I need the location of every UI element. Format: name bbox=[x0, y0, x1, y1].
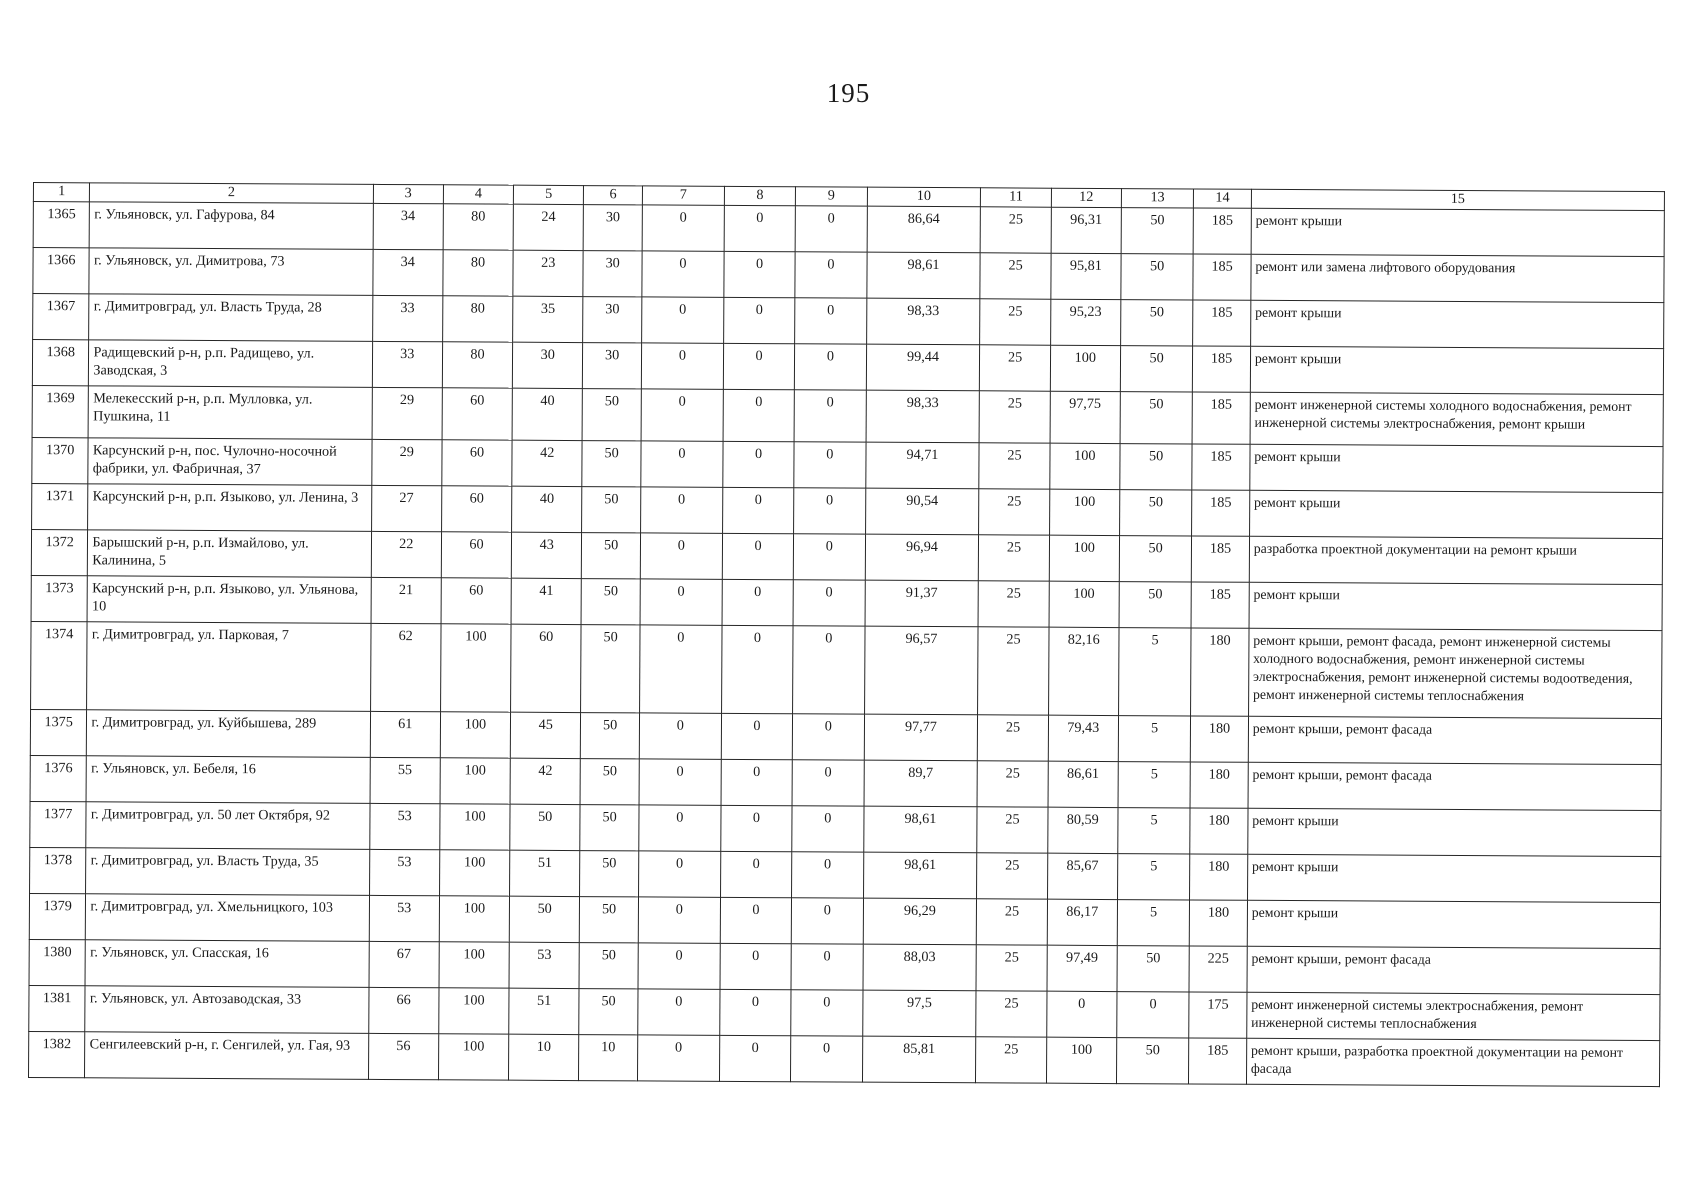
row-number: 1375 bbox=[30, 709, 87, 755]
col14-cell: 185 bbox=[1193, 346, 1251, 392]
col14-cell: 180 bbox=[1191, 628, 1249, 716]
row-number: 1366 bbox=[33, 248, 90, 294]
address-cell: г. Ульяновск, ул. Гафурова, 84 bbox=[90, 202, 373, 250]
col10-cell: 98,33 bbox=[866, 298, 980, 345]
col11-cell: 25 bbox=[978, 627, 1049, 715]
col8-cell: 0 bbox=[723, 297, 795, 343]
col7-cell: 0 bbox=[638, 897, 720, 943]
col4-cell: 100 bbox=[440, 758, 511, 804]
col6-cell: 30 bbox=[583, 297, 642, 343]
col3-cell: 62 bbox=[370, 623, 441, 711]
col7-cell: 0 bbox=[639, 759, 721, 805]
col12-cell: 80,59 bbox=[1047, 807, 1118, 853]
col9-cell: 0 bbox=[795, 344, 867, 390]
row-number: 1378 bbox=[30, 847, 87, 893]
col7-cell: 0 bbox=[640, 533, 722, 579]
col5-cell: 50 bbox=[510, 804, 581, 850]
col6-cell: 30 bbox=[583, 343, 642, 389]
col10-cell: 89,7 bbox=[864, 760, 978, 807]
col4-cell: 100 bbox=[440, 624, 511, 712]
col4-cell: 80 bbox=[443, 204, 514, 250]
address-cell: г. Ульяновск, ул. Автозаводская, 33 bbox=[85, 986, 368, 1034]
col12-cell: 100 bbox=[1049, 581, 1120, 627]
col6-cell: 50 bbox=[582, 487, 641, 533]
col5-cell: 45 bbox=[510, 712, 581, 758]
col4-cell: 100 bbox=[439, 942, 510, 988]
col11-cell: 25 bbox=[978, 581, 1049, 627]
col9-cell: 0 bbox=[791, 1036, 863, 1082]
col12-cell: 97,49 bbox=[1047, 945, 1118, 991]
col12-cell: 96,31 bbox=[1051, 207, 1122, 253]
col14-cell: 180 bbox=[1191, 716, 1249, 762]
col13-cell: 5 bbox=[1118, 716, 1191, 762]
works-cell: ремонт крыши bbox=[1250, 346, 1663, 394]
col12-cell: 82,16 bbox=[1048, 627, 1119, 715]
address-cell: г. Димитровград, ул. Власть Труда, 35 bbox=[86, 848, 369, 896]
col10-cell: 88,03 bbox=[863, 944, 977, 991]
col10-cell: 98,61 bbox=[863, 852, 977, 899]
col5-cell: 40 bbox=[512, 486, 583, 532]
row-number: 1377 bbox=[30, 801, 87, 847]
col4-cell: 60 bbox=[441, 486, 512, 532]
row-number: 1370 bbox=[32, 437, 89, 483]
col11-cell: 25 bbox=[980, 299, 1051, 345]
col3-cell: 55 bbox=[370, 757, 441, 803]
column-header-1: 1 bbox=[33, 183, 90, 202]
col5-cell: 51 bbox=[510, 850, 581, 896]
col10-cell: 99,44 bbox=[866, 344, 980, 391]
col8-cell: 0 bbox=[723, 389, 795, 441]
col6-cell: 50 bbox=[582, 533, 641, 579]
row-number: 1373 bbox=[31, 575, 88, 621]
col8-cell: 0 bbox=[720, 989, 792, 1035]
col8-cell: 0 bbox=[720, 897, 792, 943]
col7-cell: 0 bbox=[640, 487, 722, 533]
col11-cell: 25 bbox=[977, 761, 1048, 807]
col10-cell: 96,94 bbox=[865, 534, 979, 581]
col10-cell: 85,81 bbox=[862, 1036, 976, 1083]
col11-cell: 25 bbox=[980, 345, 1051, 391]
address-cell: Карсунский р-н, пос. Чулочно-носочной фабрики, ул. Фабричная, 37 bbox=[88, 438, 371, 486]
col12-cell: 100 bbox=[1049, 443, 1120, 489]
row-number: 1367 bbox=[33, 294, 90, 340]
col6-cell: 50 bbox=[580, 851, 639, 897]
col13-cell: 50 bbox=[1120, 346, 1193, 392]
works-cell: ремонт инженерной системы электроснабжения, ремонт инженерной системы теплоснабжения bbox=[1247, 992, 1660, 1040]
col14-cell: 180 bbox=[1190, 762, 1248, 808]
col9-cell: 0 bbox=[793, 580, 865, 626]
col3-cell: 61 bbox=[370, 711, 441, 757]
col12-cell: 0 bbox=[1046, 991, 1117, 1037]
col7-cell: 0 bbox=[639, 625, 721, 713]
col13-cell: 50 bbox=[1119, 582, 1192, 628]
col10-cell: 94,71 bbox=[865, 442, 979, 489]
col3-cell: 22 bbox=[371, 531, 442, 577]
table-body bbox=[28, 202, 1664, 1087]
col11-cell: 25 bbox=[979, 535, 1050, 581]
col14-cell: 185 bbox=[1193, 300, 1251, 346]
col6-cell: 50 bbox=[582, 441, 641, 487]
col12-cell: 86,61 bbox=[1048, 761, 1119, 807]
col12-cell: 97,75 bbox=[1050, 391, 1121, 443]
col3-cell: 67 bbox=[369, 941, 440, 987]
row-number: 1374 bbox=[31, 621, 88, 709]
col11-cell: 25 bbox=[977, 899, 1048, 945]
col8-cell: 0 bbox=[721, 805, 793, 851]
row-number: 1376 bbox=[30, 755, 87, 801]
col11-cell: 25 bbox=[978, 715, 1049, 761]
col14-cell: 185 bbox=[1192, 392, 1250, 444]
col3-cell: 53 bbox=[369, 895, 440, 941]
col14-cell: 185 bbox=[1193, 208, 1251, 254]
col5-cell: 23 bbox=[513, 250, 584, 296]
col14-cell: 185 bbox=[1189, 1038, 1247, 1084]
address-cell: г. Ульяновск, ул. Димитрова, 73 bbox=[89, 248, 372, 296]
col8-cell: 0 bbox=[722, 487, 794, 533]
col9-cell: 0 bbox=[794, 442, 866, 488]
column-header-7: 7 bbox=[642, 186, 724, 205]
column-header-12: 12 bbox=[1051, 188, 1121, 207]
col6-cell: 50 bbox=[582, 389, 641, 441]
col14-cell: 185 bbox=[1192, 536, 1250, 582]
col14-cell: 180 bbox=[1190, 854, 1248, 900]
col8-cell: 0 bbox=[721, 625, 793, 713]
col6-cell: 50 bbox=[581, 579, 640, 625]
col3-cell: 33 bbox=[372, 341, 443, 387]
col4-cell: 100 bbox=[440, 804, 511, 850]
address-cell: Сенгилеевский р-н, г. Сенгилей, ул. Гая, 93 bbox=[85, 1032, 368, 1080]
col7-cell: 0 bbox=[637, 1035, 719, 1081]
col9-cell: 0 bbox=[791, 898, 863, 944]
col6-cell: 30 bbox=[583, 251, 642, 297]
col12-cell: 95,81 bbox=[1051, 253, 1122, 299]
col6-cell: 50 bbox=[580, 897, 639, 943]
col8-cell: 0 bbox=[723, 343, 795, 389]
col6-cell: 50 bbox=[581, 625, 640, 713]
works-cell: ремонт крыши bbox=[1249, 582, 1662, 630]
row-number: 1382 bbox=[28, 1031, 85, 1077]
works-cell: ремонт крыши bbox=[1248, 808, 1661, 856]
col9-cell: 0 bbox=[793, 534, 865, 580]
col12-cell: 100 bbox=[1049, 489, 1120, 535]
col6-cell: 50 bbox=[579, 943, 638, 989]
col11-cell: 25 bbox=[977, 807, 1048, 853]
col13-cell: 50 bbox=[1119, 536, 1192, 582]
col11-cell: 25 bbox=[979, 489, 1050, 535]
col7-cell: 0 bbox=[638, 851, 720, 897]
works-cell: ремонт инженерной системы холодного водоснабжения, ремонт инженерной системы электроснабжения, ремонт крыши bbox=[1250, 392, 1663, 446]
works-cell: ремонт или замена лифтового оборудования bbox=[1251, 254, 1664, 302]
col10-cell: 86,64 bbox=[867, 206, 981, 253]
works-cell: ремонт крыши bbox=[1251, 208, 1664, 256]
col3-cell: 34 bbox=[372, 249, 443, 295]
works-cell: ремонт крыши, ремонт фасада bbox=[1248, 716, 1661, 764]
col3-cell: 33 bbox=[372, 295, 443, 341]
col14-cell: 185 bbox=[1193, 254, 1251, 300]
col5-cell: 50 bbox=[509, 896, 580, 942]
col8-cell: 0 bbox=[722, 579, 794, 625]
works-cell: ремонт крыши, ремонт фасада bbox=[1248, 762, 1661, 810]
col13-cell: 5 bbox=[1117, 900, 1190, 946]
col10-cell: 98,61 bbox=[866, 252, 980, 299]
address-cell: г. Димитровград, ул. 50 лет Октября, 92 bbox=[86, 802, 369, 850]
col5-cell: 24 bbox=[513, 204, 584, 250]
table-row bbox=[31, 621, 1662, 718]
col6-cell: 30 bbox=[583, 205, 642, 251]
col5-cell: 10 bbox=[509, 1034, 580, 1080]
col6-cell: 50 bbox=[580, 759, 639, 805]
col6-cell: 50 bbox=[580, 805, 639, 851]
row-number: 1365 bbox=[33, 202, 90, 248]
col6-cell: 50 bbox=[579, 989, 638, 1035]
col9-cell: 0 bbox=[794, 390, 866, 442]
col4-cell: 60 bbox=[441, 578, 512, 624]
col4-cell: 60 bbox=[442, 388, 513, 440]
col5-cell: 40 bbox=[512, 388, 583, 440]
col12-cell: 85,67 bbox=[1047, 853, 1118, 899]
row-number: 1379 bbox=[29, 893, 86, 939]
page-number: 195 bbox=[826, 78, 871, 108]
col4-cell: 100 bbox=[439, 850, 510, 896]
col11-cell: 25 bbox=[979, 391, 1050, 443]
col11-cell: 25 bbox=[979, 443, 1050, 489]
col5-cell: 35 bbox=[513, 296, 584, 342]
col9-cell: 0 bbox=[795, 252, 867, 298]
works-cell: ремонт крыши bbox=[1249, 490, 1662, 538]
address-cell: г. Димитровград, ул. Власть Труда, 28 bbox=[89, 294, 372, 342]
col4-cell: 100 bbox=[440, 712, 511, 758]
col10-cell: 91,37 bbox=[865, 580, 979, 627]
col11-cell: 25 bbox=[980, 253, 1051, 299]
column-header-13: 13 bbox=[1121, 189, 1193, 208]
col12-cell: 100 bbox=[1046, 1037, 1117, 1083]
col7-cell: 0 bbox=[638, 943, 720, 989]
col4-cell: 60 bbox=[441, 532, 512, 578]
col14-cell: 180 bbox=[1190, 900, 1248, 946]
column-header-10: 10 bbox=[867, 187, 981, 207]
col12-cell: 79,43 bbox=[1048, 715, 1119, 761]
works-cell: ремонт крыши bbox=[1250, 444, 1663, 492]
col12-cell: 100 bbox=[1050, 345, 1121, 391]
works-cell: ремонт крыши bbox=[1250, 300, 1663, 348]
col4-cell: 80 bbox=[443, 250, 514, 296]
col8-cell: 0 bbox=[723, 441, 795, 487]
col14-cell: 180 bbox=[1190, 808, 1248, 854]
col14-cell: 185 bbox=[1191, 582, 1249, 628]
col3-cell: 66 bbox=[368, 987, 439, 1033]
address-cell: Карсунский р-н, р.п. Языково, ул. Ульянова, 10 bbox=[87, 576, 370, 624]
col11-cell: 25 bbox=[976, 991, 1047, 1037]
col4-cell: 100 bbox=[439, 988, 510, 1034]
col11-cell: 25 bbox=[977, 853, 1048, 899]
col13-cell: 50 bbox=[1117, 946, 1190, 992]
col9-cell: 0 bbox=[791, 944, 863, 990]
col9-cell: 0 bbox=[792, 852, 864, 898]
address-cell: г. Ульяновск, ул. Бебеля, 16 bbox=[86, 756, 369, 804]
column-header-2: 2 bbox=[90, 183, 373, 204]
col9-cell: 0 bbox=[795, 298, 867, 344]
column-header-11: 11 bbox=[981, 188, 1051, 207]
col9-cell: 0 bbox=[794, 488, 866, 534]
col3-cell: 21 bbox=[371, 577, 442, 623]
col9-cell: 0 bbox=[793, 626, 865, 714]
col9-cell: 0 bbox=[792, 806, 864, 852]
row-number: 1372 bbox=[31, 529, 88, 575]
column-header-9: 9 bbox=[796, 187, 867, 206]
works-cell: ремонт крыши, ремонт фасада bbox=[1247, 946, 1660, 994]
col3-cell: 29 bbox=[371, 439, 442, 485]
col14-cell: 175 bbox=[1189, 992, 1247, 1038]
col13-cell: 50 bbox=[1121, 208, 1194, 254]
col9-cell: 0 bbox=[792, 714, 864, 760]
column-header-14: 14 bbox=[1194, 189, 1252, 208]
register-table bbox=[28, 182, 1665, 1087]
col5-cell: 51 bbox=[509, 988, 580, 1034]
col7-cell: 0 bbox=[640, 579, 722, 625]
col10-cell: 97,5 bbox=[862, 990, 976, 1037]
col12-cell: 86,17 bbox=[1047, 899, 1118, 945]
col10-cell: 97,77 bbox=[864, 714, 978, 761]
works-cell: ремонт крыши, разработка проектной документации на ремонт фасада bbox=[1246, 1038, 1659, 1086]
col7-cell: 0 bbox=[641, 343, 723, 389]
col10-cell: 90,54 bbox=[865, 488, 979, 535]
col7-cell: 0 bbox=[642, 251, 724, 297]
col13-cell: 50 bbox=[1116, 1038, 1189, 1084]
address-cell: Радищевский р-н, р.п. Радищево, ул. Заводская, 3 bbox=[89, 340, 372, 388]
col9-cell: 0 bbox=[792, 760, 864, 806]
col13-cell: 5 bbox=[1117, 854, 1190, 900]
col4-cell: 80 bbox=[442, 342, 513, 388]
col7-cell: 0 bbox=[641, 441, 723, 487]
col13-cell: 5 bbox=[1118, 762, 1191, 808]
col11-cell: 25 bbox=[976, 1037, 1047, 1083]
row-number: 1369 bbox=[32, 385, 89, 437]
col7-cell: 0 bbox=[638, 989, 720, 1035]
col8-cell: 0 bbox=[724, 205, 796, 251]
col8-cell: 0 bbox=[724, 251, 796, 297]
table-row bbox=[32, 385, 1663, 446]
address-cell: Карсунский р-н, р.п. Языково, ул. Ленина, 3 bbox=[88, 484, 371, 532]
col4-cell: 100 bbox=[438, 1034, 509, 1080]
column-header-6: 6 bbox=[584, 186, 643, 205]
col11-cell: 25 bbox=[981, 207, 1052, 253]
col13-cell: 5 bbox=[1118, 628, 1191, 716]
col8-cell: 0 bbox=[721, 759, 793, 805]
col5-cell: 43 bbox=[511, 532, 582, 578]
col4-cell: 80 bbox=[442, 296, 513, 342]
address-cell: г. Димитровград, ул. Хмельницкого, 103 bbox=[86, 894, 369, 942]
col13-cell: 5 bbox=[1118, 808, 1191, 854]
column-header-8: 8 bbox=[724, 186, 795, 205]
row-number: 1381 bbox=[29, 985, 86, 1031]
col8-cell: 0 bbox=[720, 851, 792, 897]
col4-cell: 100 bbox=[439, 896, 510, 942]
works-cell: разработка проектной документации на ремонт крыши bbox=[1249, 536, 1662, 584]
col8-cell: 0 bbox=[720, 943, 792, 989]
works-cell: ремонт крыши bbox=[1247, 854, 1660, 902]
col10-cell: 98,61 bbox=[863, 806, 977, 853]
address-cell: Мелекесский р-н, р.п. Мулловка, ул. Пушкина, 11 bbox=[88, 386, 371, 440]
col3-cell: 53 bbox=[369, 803, 440, 849]
address-cell: Барышский р-н, р.п. Измайлово, ул. Калинина, 5 bbox=[88, 530, 371, 578]
col7-cell: 0 bbox=[642, 205, 724, 251]
col6-cell: 10 bbox=[579, 1035, 638, 1081]
table-row bbox=[28, 1031, 1659, 1086]
col10-cell: 98,33 bbox=[866, 390, 980, 443]
col5-cell: 41 bbox=[511, 578, 582, 624]
col3-cell: 53 bbox=[369, 849, 440, 895]
col8-cell: 0 bbox=[719, 1035, 791, 1081]
address-cell: г. Димитровград, ул. Парковая, 7 bbox=[87, 622, 371, 712]
col7-cell: 0 bbox=[641, 389, 723, 441]
col7-cell: 0 bbox=[642, 297, 724, 343]
col14-cell: 185 bbox=[1192, 490, 1250, 536]
col3-cell: 34 bbox=[373, 203, 444, 249]
works-cell: ремонт крыши bbox=[1247, 900, 1660, 948]
row-number: 1380 bbox=[29, 939, 86, 985]
col12-cell: 95,23 bbox=[1050, 299, 1121, 345]
works-cell: ремонт крыши, ремонт фасада, ремонт инженерной системы холодного водоснабжения, ремонт инженерной системы электроснабжения, ремонт инженерной системы водоотведения, ремонт инженерной системы теплоснабжения bbox=[1248, 628, 1662, 718]
col3-cell: 29 bbox=[372, 387, 443, 439]
col13-cell: 50 bbox=[1119, 490, 1192, 536]
col5-cell: 30 bbox=[512, 342, 583, 388]
col13-cell: 50 bbox=[1120, 444, 1193, 490]
col13-cell: 0 bbox=[1117, 992, 1190, 1038]
col5-cell: 42 bbox=[510, 758, 581, 804]
col6-cell: 50 bbox=[581, 713, 640, 759]
address-cell: г. Димитровград, ул. Куйбышева, 289 bbox=[87, 710, 370, 758]
column-header-4: 4 bbox=[443, 185, 513, 204]
col9-cell: 0 bbox=[795, 206, 867, 252]
col11-cell: 25 bbox=[976, 945, 1047, 991]
col5-cell: 53 bbox=[509, 942, 580, 988]
col7-cell: 0 bbox=[639, 805, 721, 851]
col8-cell: 0 bbox=[722, 533, 794, 579]
col9-cell: 0 bbox=[791, 990, 863, 1036]
col14-cell: 185 bbox=[1192, 444, 1250, 490]
row-number: 1371 bbox=[32, 483, 89, 529]
column-header-3: 3 bbox=[373, 184, 443, 203]
row-number: 1368 bbox=[32, 340, 89, 386]
col3-cell: 27 bbox=[371, 485, 442, 531]
col13-cell: 50 bbox=[1120, 392, 1193, 444]
col3-cell: 56 bbox=[368, 1033, 439, 1079]
col5-cell: 42 bbox=[512, 440, 583, 486]
col8-cell: 0 bbox=[721, 713, 793, 759]
column-header-5: 5 bbox=[513, 185, 583, 204]
col10-cell: 96,29 bbox=[863, 898, 977, 945]
col7-cell: 0 bbox=[639, 713, 721, 759]
col10-cell: 96,57 bbox=[864, 626, 978, 715]
col13-cell: 50 bbox=[1121, 254, 1194, 300]
register-sheet bbox=[28, 182, 1665, 1087]
col5-cell: 60 bbox=[511, 624, 582, 712]
col14-cell: 225 bbox=[1189, 946, 1247, 992]
col4-cell: 60 bbox=[442, 440, 513, 486]
column-header-15: 15 bbox=[1251, 189, 1664, 210]
address-cell: г. Ульяновск, ул. Спасская, 16 bbox=[85, 940, 368, 988]
col13-cell: 50 bbox=[1121, 300, 1194, 346]
col12-cell: 100 bbox=[1049, 535, 1120, 581]
